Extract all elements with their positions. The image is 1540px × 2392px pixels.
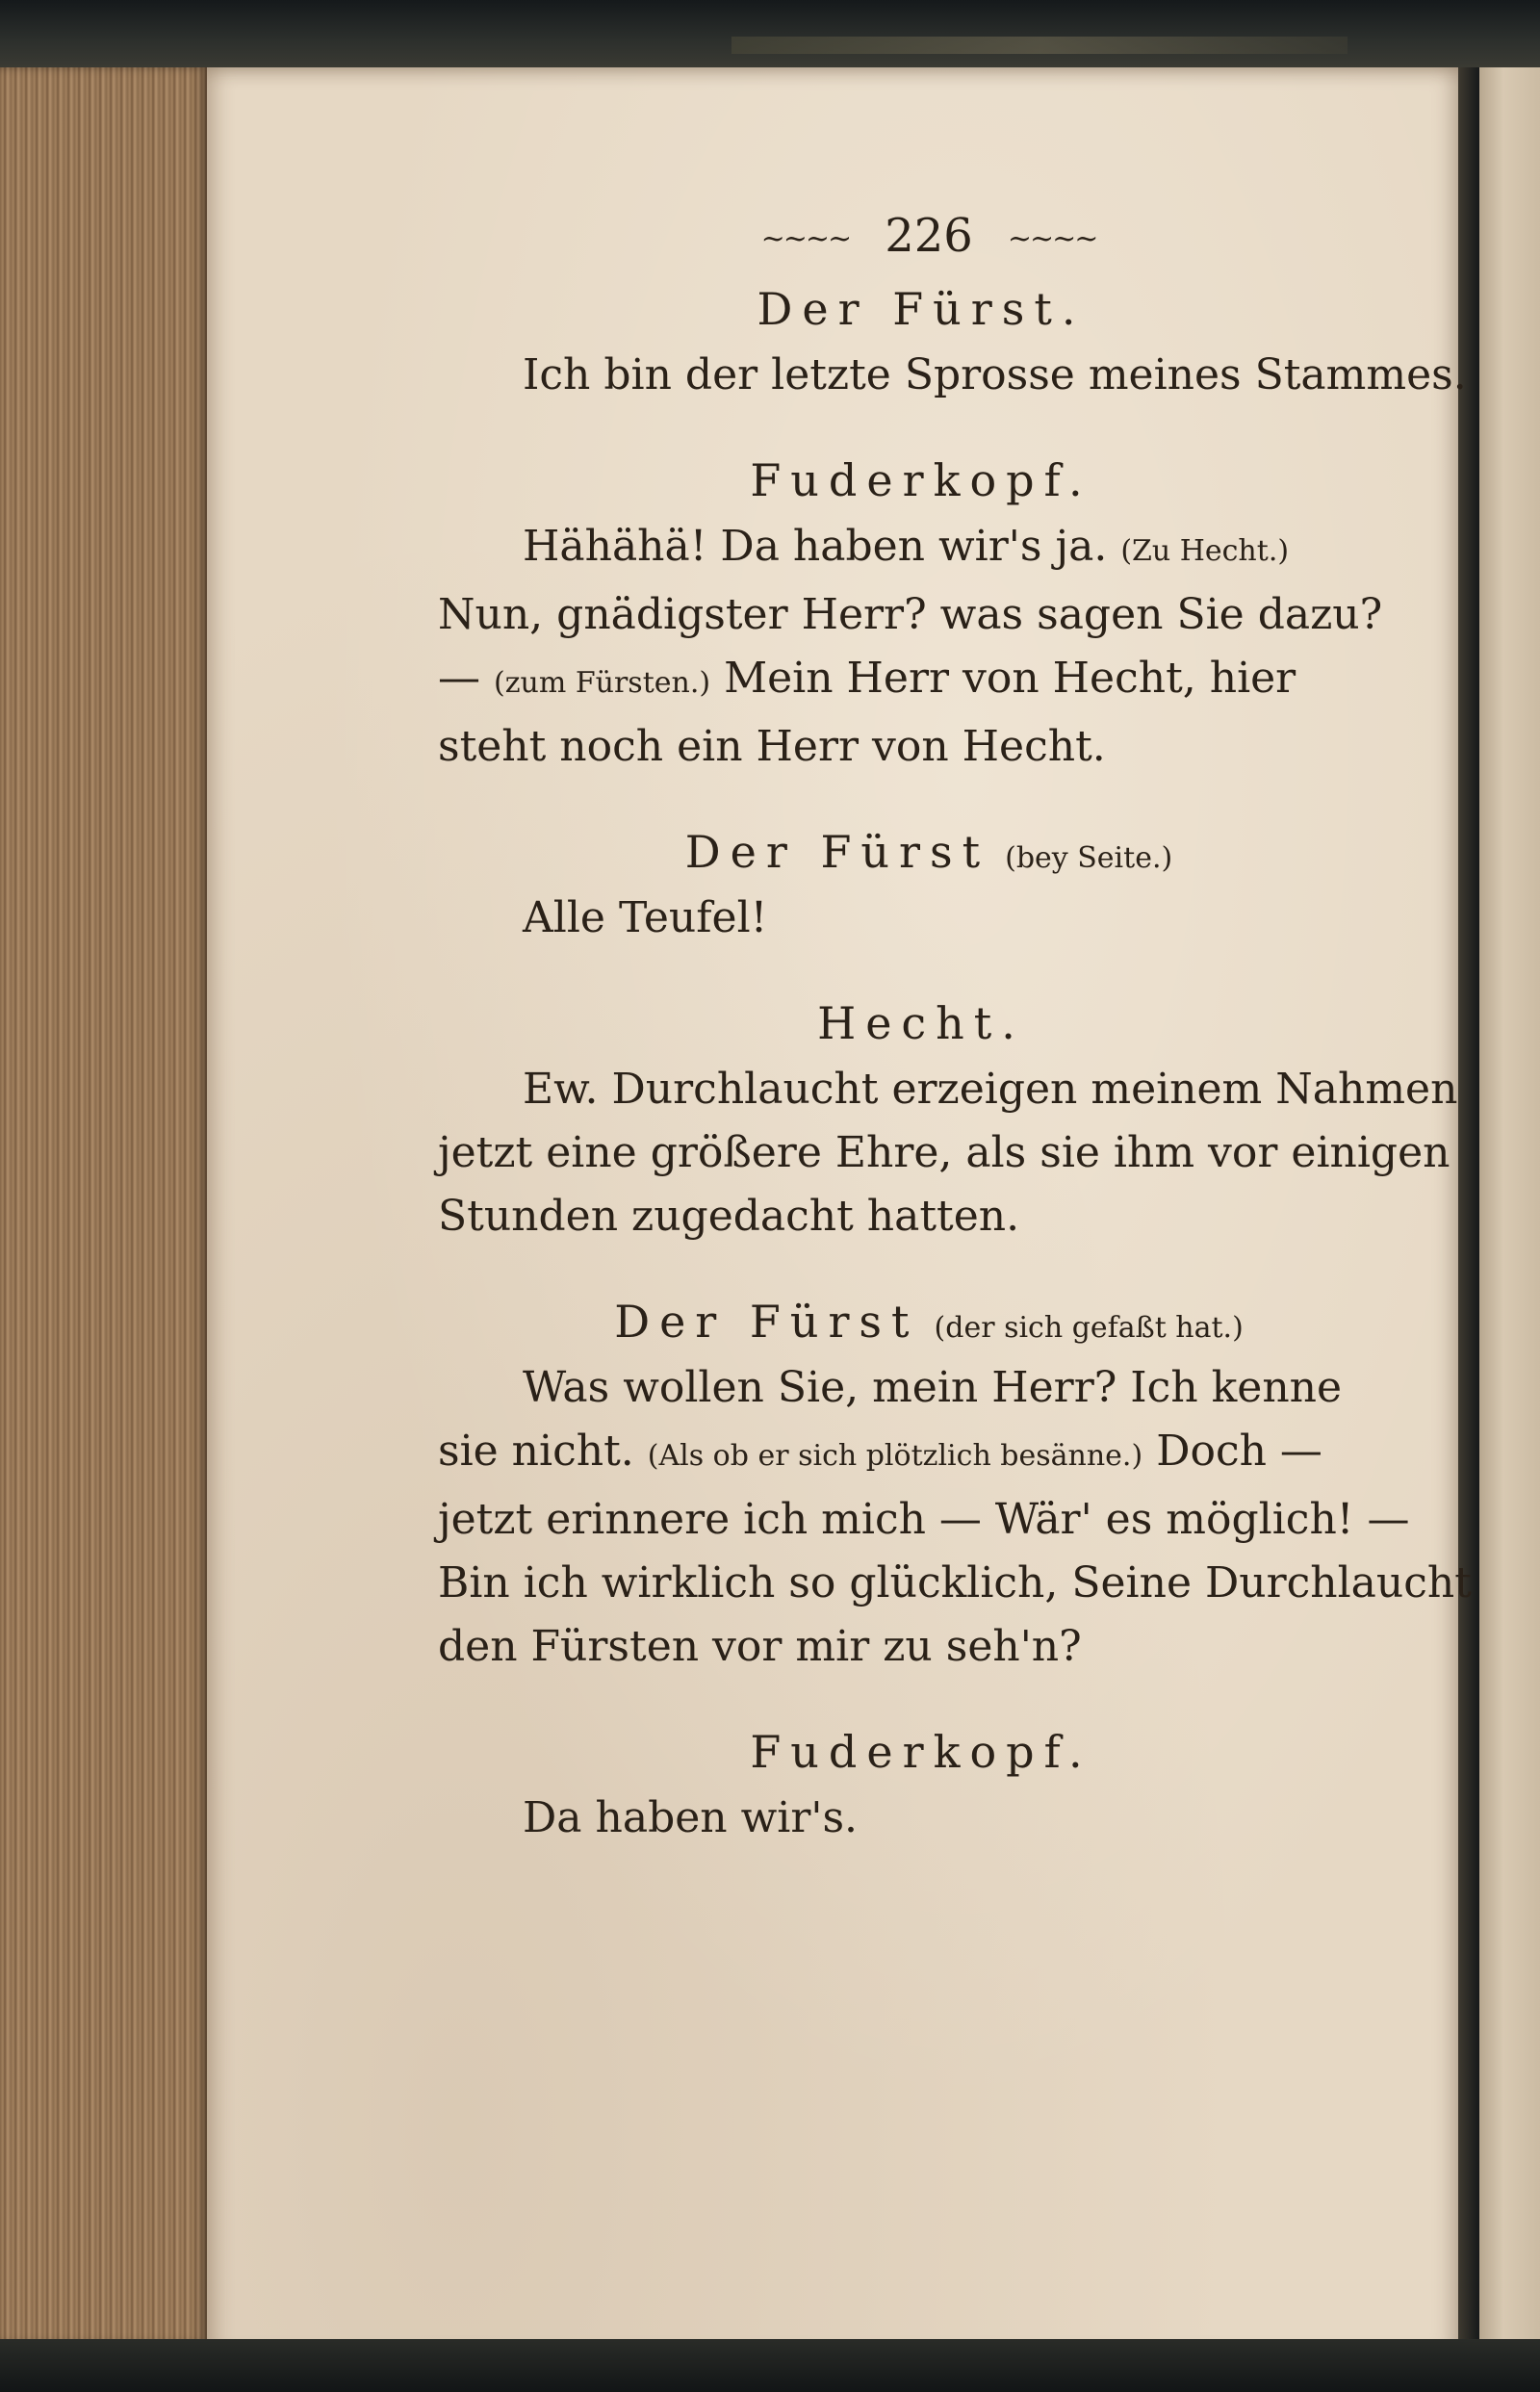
book-bottom-edge bbox=[0, 2339, 1540, 2392]
stage-direction: (bey Seite.) bbox=[1005, 841, 1173, 875]
gutter-shadow bbox=[1458, 67, 1479, 2358]
dialogue-line: Da haben wir's. bbox=[523, 1793, 859, 1842]
page-header bbox=[438, 197, 1420, 274]
dialogue-line: den Fürsten vor mir zu seh'n? bbox=[438, 1622, 1082, 1671]
stage-direction: (Zu Hecht.) bbox=[1120, 534, 1290, 568]
dialogue-line: sie nicht. (Als ob er sich plötzlich besänne.) Doch — bbox=[438, 1427, 1322, 1476]
header-ornament-left: ~~~~ bbox=[760, 221, 851, 256]
dialogue-line: Hähähä! Da haben wir's ja. (Zu Hecht.) bbox=[523, 522, 1290, 571]
speaker-heading: Der Fürst. bbox=[757, 283, 1086, 335]
header-ornament-right: ~~~~ bbox=[1007, 221, 1097, 256]
dialogue-line: Was wollen Sie, mein Herr? Ich kenne bbox=[523, 1363, 1343, 1412]
page-text bbox=[438, 197, 1472, 1850]
dialogue-line: Bin ich wirklich so glücklich, Seine Durchlaucht bbox=[438, 1558, 1472, 1608]
dialogue-line: Stunden zugedacht hatten. bbox=[438, 1192, 1020, 1241]
speaker-heading: Fuderkopf. bbox=[750, 454, 1092, 506]
page-number: 226 bbox=[885, 209, 973, 263]
speaker-heading: Hecht. bbox=[817, 997, 1025, 1049]
page-edges-stack bbox=[0, 67, 207, 2344]
speaker-heading: Fuderkopf. bbox=[750, 1726, 1092, 1778]
facing-page-edge bbox=[1479, 67, 1540, 2358]
stage-direction: (Als ob er sich plötzlich besänne.) bbox=[647, 1439, 1143, 1473]
dialogue-line: — (zum Fürsten.) Mein Herr von Hecht, hier bbox=[438, 654, 1296, 703]
speaker-heading: Der Fürst (der sich gefaßt hat.) bbox=[614, 1296, 1244, 1348]
dialogue-line: jetzt erinnere ich mich — Wär' es möglich! — bbox=[438, 1495, 1410, 1544]
book-top-edge bbox=[0, 0, 1540, 67]
dialogue-line: jetzt eine größere Ehre, als sie ihm vor einigen bbox=[438, 1128, 1450, 1177]
cover-edge-strip bbox=[732, 37, 1348, 54]
dialogue-line: Ich bin der letzte Sprosse meines Stammes. bbox=[523, 350, 1467, 399]
stage-direction: (zum Fürsten.) bbox=[494, 666, 711, 700]
stage-direction: (der sich gefaßt hat.) bbox=[934, 1311, 1244, 1345]
dialogue-line: Ew. Durchlaucht erzeigen meinem Nahmen bbox=[523, 1065, 1458, 1114]
dialogue-line: Nun, gnädigster Herr? was sagen Sie dazu? bbox=[438, 590, 1383, 639]
speaker-heading: Der Fürst (bey Seite.) bbox=[684, 826, 1173, 878]
dialogue-line: Alle Teufel! bbox=[523, 893, 768, 942]
dialogue-line: steht noch ein Herr von Hecht. bbox=[438, 722, 1106, 771]
